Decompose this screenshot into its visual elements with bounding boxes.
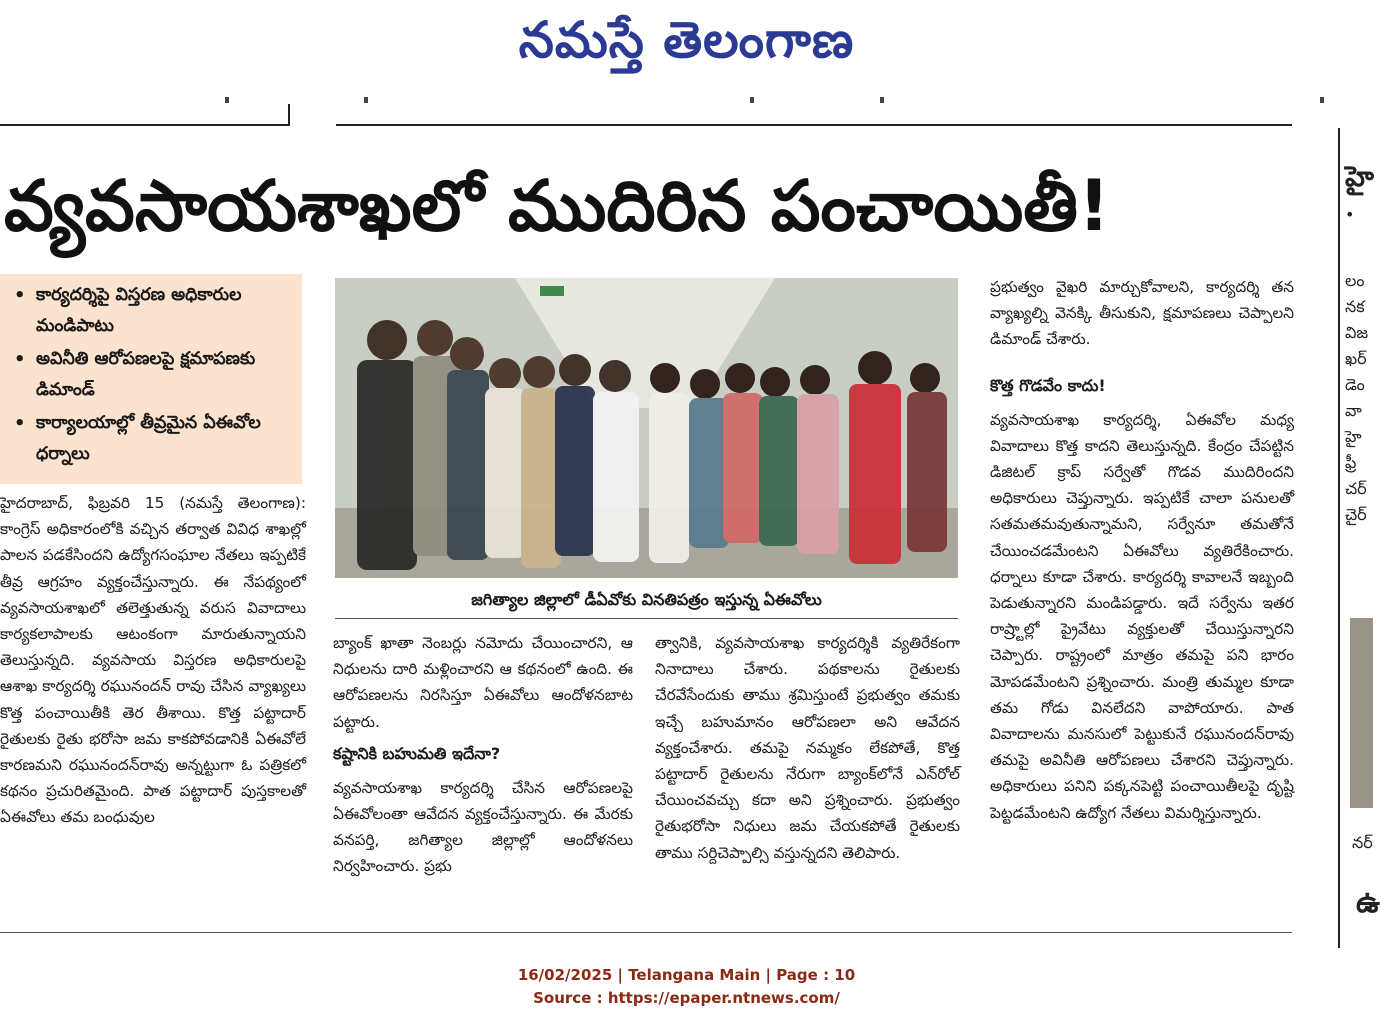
highlight-item: • అవినీతి ఆరోపణలపై క్షమాపణకు డిమాండ్ (14, 344, 292, 406)
footer-edition-info: 16/02/2025 | Telangana Main | Page : 10 (517, 966, 856, 984)
article-paragraph: త్వానికి, వ్యవసాయశాఖ కార్యదర్శికి వ్యతిరేకంగా నినాదాలు చేశారు. పథకాలను రైతులకు చేరవేసేందుకు తాము శ్రమిస్తుంటే ప్రభుత్వం తమకు ఇచ్చే బహుమానం ఆరోపణలా అని ఆవేదన వ్యక్తంచేశారు. తమపై నమ్మకం లేకపోతే, కొత్త పట్టాదార్ రైతులను నేరుగా బ్యాంక్‌లోనే ఎన్‌రోల్ చేయించవచ్చు కదా అని ప్రశ్నించారు. ప్రభుత్వం రైతుభరోసా నిధులు జమ చేయకపోతే రైతులకు తాము సర్దిచెప్పాల్సి వస్తున్నదని తెలిపారు. (655, 634, 960, 862)
article-paragraph: వ్యవసాయశాఖ కార్యదర్శి, ఏఈవోల మధ్య వివాదాలు కొత్త కాదని తెలుస్తున్నది. కేంద్రం చేపట్టిన డిజిటల్ క్రాప్ సర్వేతో గొడవ ముదిరిందని అధికారులు చెప్తున్నారు. ఇప్పటికే చాలా పనులతో సతమతమవుతున్నామని, సర్వేనూ తమతోనే చేయించడమేంటని ఏఈవోలు వ్యతిరేకించారు. ధర్నాలు కూడా చేశారు. కార్యదర్శి కావాలనే ఇబ్బంది పెడుతున్నారని మండిపడ్డారు. ఇదే సర్వేను ఇతర రాష్ర్టాల్లో ప్రైవేటు వ్యక్తులతో చేయిస్తున్నారని చెప్పారు. రాష్ట్రంలో మాత్రం తమపై పని భారం మోపడమేంటని ప్రశ్నించారు. మంత్రి తుమ్మల కూడా తమ గోడు వినలేదని వాపోయారు. పాత వివాదాలను మనసులో పెట్టుకునే రఘునందన్‌రావు తమపై అవినీతి ఆరోపణలు చేశారని చెప్తున్నారు. అధికారులు పనిని పక్కనపెట్టి పంచాయితీలపై దృష్టి పెట్టడమేంటని ఉద్యోగ నేతలు విమర్శిస్తున్నారు. (990, 410, 1294, 822)
article-paragraph: ప్రభుత్వం వైఖరి మార్చుకోవాలని, కార్యదర్శి తన వ్యాఖ్యల్ని వెనక్కి తీసుకుని, క్షమాపణలు చెప్పాలని డిమాండ్ చేశారు. (990, 278, 1294, 349)
adjacent-article-fragment: హై • లం నక విజ ఖర్ డెం వా హై ఫ్రీ చర్ చైర్ (1345, 160, 1374, 524)
divider (0, 932, 1292, 933)
photo-caption: జగిత్యాల జిల్లాలో డీఏవోకు వినతిపత్రం ఇస్తున్న ఏఈవోలు (471, 590, 822, 609)
article-paragraph: వ్యవసాయశాఖ కార్యదర్శి చేసిన ఆరోపణలపై ఏఈవోలంతా ఆవేదన వ్యక్తంచేస్తున్నారు. ఈ మేరకు వనపర్తి, జగిత్యాల జిల్లాల్లో ఆందోళనలు నిర్వహించారు. ప్రభు (333, 778, 633, 876)
bullet-icon: • (14, 413, 26, 434)
article-paragraph: బ్యాంక్ ఖాతా నెంబర్లు నమోదు చేయించారని, ఆ నిధులను దారి మళ్లించారని ఆ కథనంలో ఉంది. ఈ ఆరోపణలను నిరసిస్తూ ఏఈవోలు ఆందోళనబాట పట్టారు. (333, 634, 633, 731)
article-column-3 (655, 630, 960, 866)
article-column-2 (333, 630, 633, 880)
article-column-4 (990, 274, 1294, 826)
bullet-icon: • (14, 349, 26, 370)
section-subheading: కష్టానికి బహుమతి ఇదేనా? (333, 743, 501, 763)
highlights-box (0, 274, 302, 484)
highlight-item: • కార్యాలయాల్లో తీవ్రమైన ఏఈవోల ధర్నాలు (14, 408, 292, 470)
divider (336, 124, 1292, 126)
divider (288, 104, 290, 126)
footer-source-link[interactable]: Source : https://epaper.ntnews.com/ (533, 989, 840, 1007)
article-headline: వ్యవసాయశాఖలో ముదిరిన పంచాయితీ! (4, 165, 1110, 247)
article-paragraph: హైదరాబాద్, ఫిబ్రవరి 15 (నమస్తే తెలంగాణ): కాంగ్రెస్ అధికారంలోకి వచ్చిన తర్వాత వివిధ శాఖల్లో పాలన పడకేసిందని ఉద్యోగసంఘాల నేతలు ఇప్పటికే తీవ్ర ఆగ్రహం వ్యక్తంచేస్తున్నారు. ఈ నేపథ్యంలో వ్యవసాయశాఖలో తలెత్తుతున్న వరుస వివాదాలు కార్యకలాపాలకు ఆటంకంగా మారుతున్నాయని తెలుస్తున్నది. వ్యవసాయ విస్తరణ అధికారులపై ఆశాఖ కార్యదర్శి రఘునందన్ రావు చేసిన వ్యాఖ్యలు కొత్త పంచాయితీకి తెర తీశాయి. కొత్త పట్టాదార్ రైతులకు రైతు భరోసా జమ కాకపోవడానికి ఏఈవోలే కారణమని రఘునందన్‌రావు అన్నట్టుగా ఓ పత్రికలో కథనం ప్రచురితమైంది. పాత పట్టాదార్ పుస్తకాలతో ఏఈవోలు తమ బంధువుల (0, 494, 306, 827)
highlight-item: • కార్యదర్శిపై విస్తరణ అధికారుల మండిపాటు (14, 280, 292, 342)
divider (335, 618, 958, 619)
divider (1338, 128, 1340, 948)
article-column-1 (0, 490, 306, 831)
section-subheading: కొత్త గొడవేం కాదు! (990, 375, 1106, 395)
top-strip (0, 95, 1373, 105)
news-photo (335, 278, 958, 578)
adjacent-photo-fragment (1350, 618, 1373, 808)
newspaper-masthead: నమస్తే తెలంగాణ (518, 11, 855, 69)
divider (0, 124, 290, 126)
bullet-icon: • (14, 285, 26, 306)
group-photo-illustration (335, 278, 958, 578)
